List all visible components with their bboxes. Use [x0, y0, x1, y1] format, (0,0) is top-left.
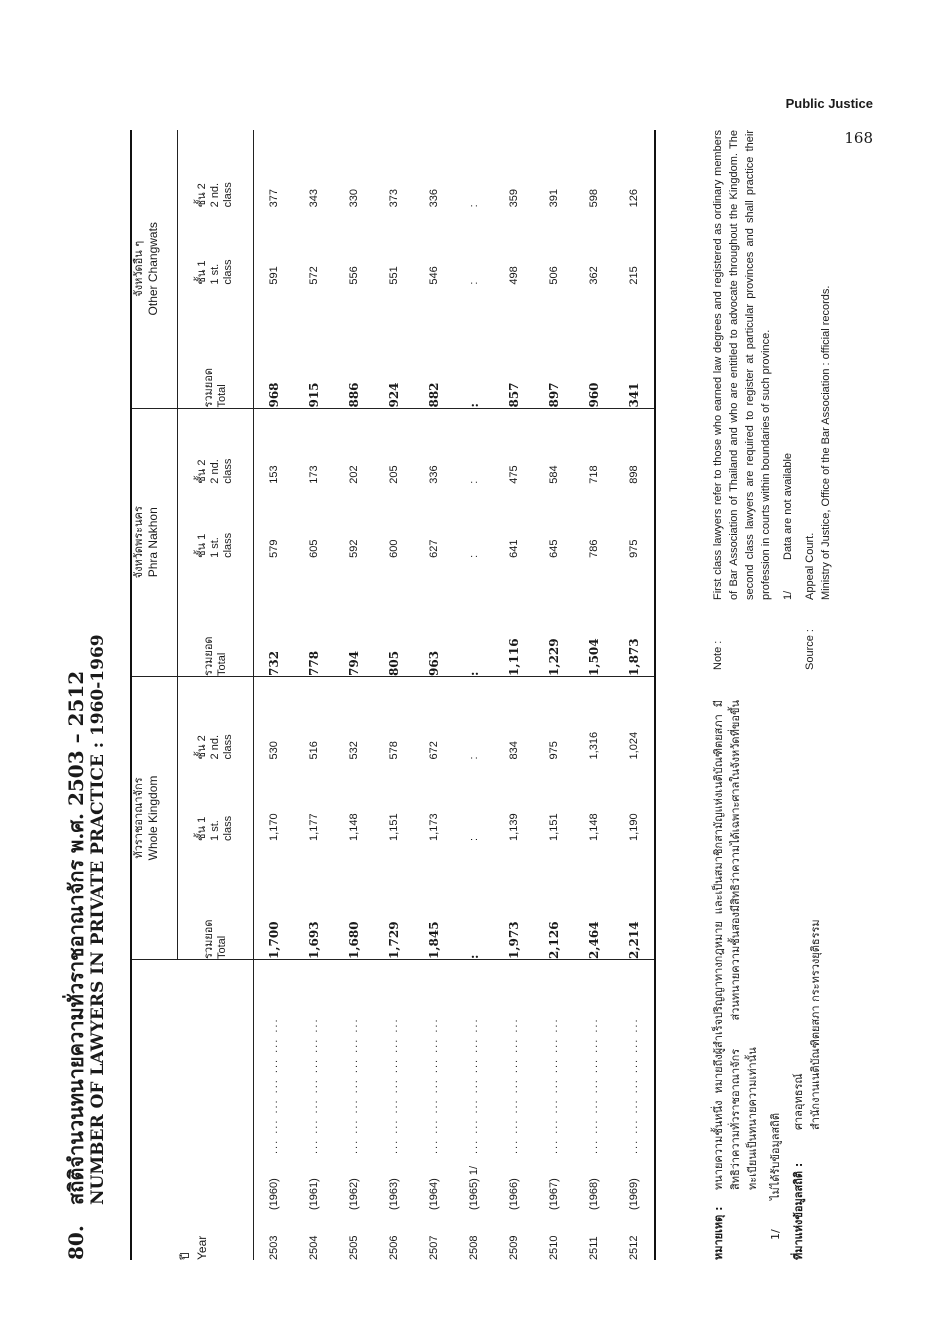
table-row	[614, 130, 655, 1260]
note-label-english: Note :	[712, 640, 724, 670]
table-row	[494, 130, 534, 1260]
value-cell: 2,126	[534, 841, 574, 960]
year-cell: 2511(1968)... ... ... ... ... ... ...	[588, 1017, 600, 1260]
footnote-text-english: Data are not available	[782, 452, 794, 560]
year-cell: 2504(1961)... ... ... ... ... ... ...	[308, 1017, 320, 1260]
title-thai: สถิติจำนวนทนายความทั่วราชอาณาจักร พ.ศ. 2503 – 2512	[64, 670, 88, 1205]
value-cell: 556	[348, 266, 360, 285]
subcol-header: ชั้น 1 1 st. class	[196, 532, 234, 558]
source-english-1: Appeal Court.	[804, 532, 816, 600]
value-cell: :	[468, 837, 480, 841]
year-cell: 2507(1964)... ... ... ... ... ... ...	[428, 1017, 440, 1260]
source-label-english: Source :	[804, 629, 816, 670]
value-cell: 336	[428, 465, 440, 484]
value-cell: :	[454, 558, 494, 677]
value-cell: 1,504	[574, 558, 614, 677]
rotated-table-page	[60, 130, 910, 1260]
value-cell: 202	[348, 465, 360, 484]
footnote-key-thai: 1/	[769, 1229, 782, 1240]
source-label-thai: ที่มาแห่งข้อมูลสถิติ :	[792, 1162, 805, 1260]
subcol-header: ชั้น 1 1 st. class	[196, 259, 234, 285]
value-cell: 362	[588, 266, 600, 285]
value-cell: 834	[508, 741, 520, 760]
source-thai-2: สำนักงานเนติบัณฑิตยสภา กระทรวงยุติธรรม	[809, 919, 822, 1130]
subcol-header: รวมยอด Total	[178, 285, 254, 408]
year-cell: 2509(1966)... ... ... ... ... ... ...	[508, 1017, 520, 1260]
subcol-header: ชั้น 1 1 st. class	[196, 815, 234, 841]
value-cell: :	[468, 756, 480, 760]
value-cell: 584	[548, 465, 560, 484]
value-cell: 215	[628, 266, 640, 285]
table-row	[334, 130, 374, 1260]
value-cell: 1,693	[294, 841, 334, 960]
note-text-english: First class lawyers refer to those who earned law degrees and registered as ordinary members of Bar Association of Thailand and who are entitled to advocate throughout the Kingdom. The second class lawyers are required to register at particular provinces and shall practice their profession in courts within boundaries of such province.	[712, 130, 772, 600]
value-cell: 572	[308, 266, 320, 285]
value-cell: 205	[388, 465, 400, 484]
value-cell: 963	[414, 558, 454, 677]
value-cell: 377	[268, 189, 280, 208]
value-cell: 732	[254, 558, 295, 677]
value-cell: 1,148	[348, 813, 360, 841]
value-cell: 1,173	[428, 813, 440, 841]
value-cell: 1,729	[374, 841, 414, 960]
value-cell: 591	[268, 266, 280, 285]
value-cell: 598	[588, 189, 600, 208]
table-row	[414, 130, 454, 1260]
value-cell: 718	[588, 465, 600, 484]
value-cell: 857	[494, 285, 534, 408]
value-cell: 330	[348, 189, 360, 208]
value-cell: 882	[414, 285, 454, 408]
value-cell: 530	[268, 741, 280, 760]
value-cell: 968	[254, 285, 295, 408]
note-text-thai: ทนายความชั้นหนึ่ง หมายถึงผู้สำเร็จปริญญาทางกฎหมาย และเป็นสมาชิกสามัญแห่งเนติบัณฑิตยสภา มีสิทธิว่าความทั่วราชอาณาจักร ส่วนทนายความชั้นสองมีสิทธิว่าความได้เฉพาะศาลในจังหวัดที่ขอขึ้นทะเบียนเป็นทนายความเท่านั้น	[712, 700, 759, 1190]
subcol-header: ชั้น 2 2 nd. class	[196, 458, 234, 484]
subcol-header: รวมยอด Total	[178, 841, 254, 960]
table-row	[454, 130, 494, 1260]
subcol-header: ชั้น 2 2 nd. class	[196, 734, 234, 760]
value-cell: 1,680	[334, 841, 374, 960]
value-cell: 343	[308, 189, 320, 208]
notes-english	[710, 130, 834, 670]
value-cell: 336	[428, 189, 440, 208]
group-phra-nakhon: จังหวัดพระนคร Phra Nakhon	[131, 408, 178, 676]
value-cell: :	[454, 841, 494, 960]
value-cell: :	[468, 480, 480, 484]
value-cell: 173	[308, 465, 320, 484]
value-cell: 672	[428, 741, 440, 760]
value-cell: 1,177	[308, 813, 320, 841]
footnote-key-english: 1/	[782, 590, 794, 600]
section-title: Public Justice	[785, 96, 873, 111]
value-cell: 805	[374, 558, 414, 677]
year-cell: 2512(1969)... ... ... ... ... ... ...	[628, 1017, 640, 1260]
year-cell: 2510(1967)... ... ... ... ... ... ...	[548, 1017, 560, 1260]
value-cell: 578	[388, 741, 400, 760]
year-cell: 2505(1962)... ... ... ... ... ... ...	[348, 1017, 360, 1260]
value-cell: 778	[294, 558, 334, 677]
table-row	[294, 130, 334, 1260]
value-cell: 1,139	[508, 813, 520, 841]
year-cell: 2503(1960)... ... ... ... ... ... ...	[268, 1017, 280, 1260]
year-cell: 2508(1965) 1/... ... ... ... ... ... ...	[468, 1017, 480, 1260]
value-cell: 915	[294, 285, 334, 408]
value-cell: 1,316	[588, 731, 600, 760]
value-cell: 475	[508, 465, 520, 484]
value-cell: 1,973	[494, 841, 534, 960]
value-cell: 551	[388, 266, 400, 285]
table-row	[374, 130, 414, 1260]
value-cell: 516	[308, 741, 320, 760]
value-cell: 924	[374, 285, 414, 408]
value-cell: 645	[548, 539, 560, 558]
value-cell: 794	[334, 558, 374, 677]
table-row	[534, 130, 574, 1260]
table-row	[574, 130, 614, 1260]
value-cell: 153	[268, 465, 280, 484]
value-cell: 1,116	[494, 558, 534, 677]
value-cell: 605	[308, 539, 320, 558]
value-cell: 546	[428, 266, 440, 285]
value-cell: :	[468, 204, 480, 208]
value-cell: 2,464	[574, 841, 614, 960]
footnote-text-thai: ไม่ได้รับข้อมูลสถิติ	[769, 1113, 782, 1200]
value-cell: 1,151	[388, 813, 400, 841]
value-cell: 600	[388, 539, 400, 558]
value-cell: 1,873	[614, 558, 655, 677]
year-header: ปี Year	[178, 1235, 209, 1260]
source-english-2: Ministry of Justice, Office of the Bar Association : official records.	[820, 285, 832, 600]
value-cell: 359	[508, 189, 520, 208]
value-cell: 1,148	[588, 813, 600, 841]
value-cell: 975	[628, 539, 640, 558]
value-cell: 1,700	[254, 841, 295, 960]
value-cell: 1,151	[548, 813, 560, 841]
subcol-header: รวมยอด Total	[178, 558, 254, 677]
subcol-header: ชั้น 2 2 nd. class	[196, 182, 234, 208]
lawyers-table	[130, 130, 656, 1260]
value-cell: 897	[534, 285, 574, 408]
value-cell: 373	[388, 189, 400, 208]
value-cell: 506	[548, 266, 560, 285]
group-other-changwats: จังหวัดอื่น ๆ Other Changwats	[131, 130, 178, 408]
value-cell: 2,214	[614, 841, 655, 960]
value-cell: 532	[348, 741, 360, 760]
value-cell: 1,190	[628, 813, 640, 841]
value-cell: 579	[268, 539, 280, 558]
source-thai-1: ศาลอุทธรณ์	[792, 1073, 805, 1130]
value-cell: 592	[348, 539, 360, 558]
value-cell: 1,024	[628, 731, 640, 760]
value-cell: :	[468, 281, 480, 285]
value-cell: :	[468, 554, 480, 558]
page-number: 168	[844, 129, 873, 147]
value-cell: 1,170	[268, 813, 280, 841]
value-cell: 641	[508, 539, 520, 558]
title-block	[60, 130, 112, 1260]
value-cell: 960	[574, 285, 614, 408]
value-cell: 498	[508, 266, 520, 285]
group-whole-kingdom: ทั่วราชอาณาจักร Whole Kingdom	[131, 676, 178, 959]
value-cell: 627	[428, 539, 440, 558]
notes-thai	[710, 700, 824, 1260]
value-cell: 341	[614, 285, 655, 408]
value-cell: 391	[548, 189, 560, 208]
table-row	[254, 130, 295, 1260]
note-label-thai: หมายเหตุ :	[712, 1206, 725, 1260]
year-cell: 2506(1963)... ... ... ... ... ... ...	[388, 1017, 400, 1260]
value-cell: 975	[548, 741, 560, 760]
value-cell: 126	[628, 189, 640, 208]
value-cell: :	[454, 285, 494, 408]
value-cell: 1,229	[534, 558, 574, 677]
title-english: NUMBER OF LAWYERS IN PRIVATE PRACTICE : 1960-1969	[88, 634, 108, 1205]
value-cell: 786	[588, 539, 600, 558]
value-cell: 886	[334, 285, 374, 408]
value-cell: 1,845	[414, 841, 454, 960]
value-cell: 898	[628, 465, 640, 484]
table-number: 80.	[64, 1225, 88, 1260]
